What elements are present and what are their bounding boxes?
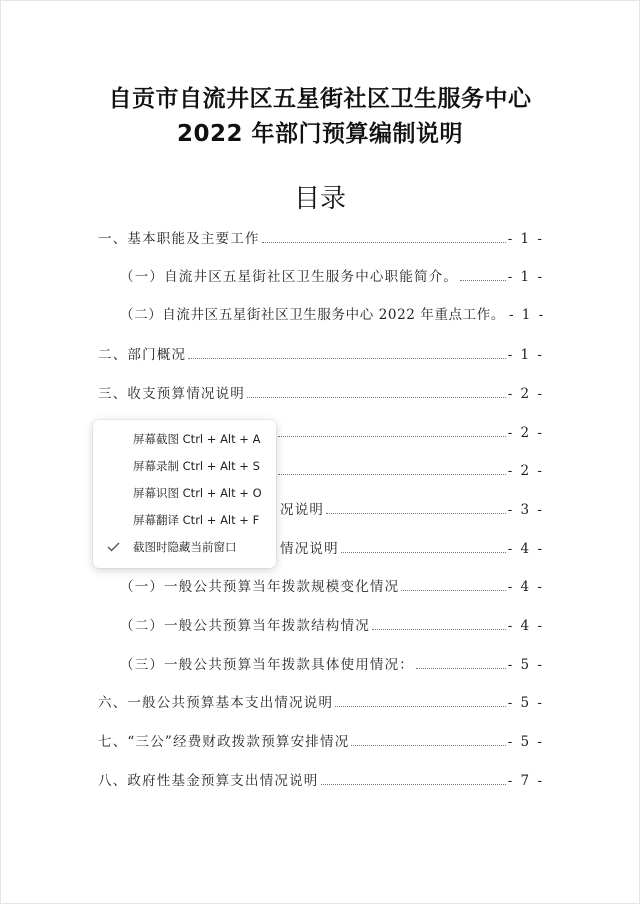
toc-entry-text: （一）自流井区五星街社区卫生服务中心职能简介。 <box>120 269 459 285</box>
toc-entry[interactable] <box>280 499 544 519</box>
toc-entry-page: - 3 - <box>507 502 544 518</box>
menu-item-label: 截图时隐藏当前窗口 <box>133 540 237 554</box>
menu-item-label: 屏幕识图 Ctrl + Alt + O <box>133 486 262 500</box>
menu-item-screen-ocr[interactable] <box>93 480 276 507</box>
toc-entry[interactable] <box>276 460 544 480</box>
toc-leader-dots <box>188 344 506 359</box>
toc-entry[interactable] <box>98 344 544 364</box>
toc-entry[interactable] <box>120 654 544 674</box>
toc-leader-dots <box>372 615 506 630</box>
toc-entry-page: - 5 - <box>507 695 544 711</box>
document-title-line1: 自贡市自流井区五星街社区卫生服务中心 <box>108 86 532 112</box>
toc-entry-text: 七、“三公”经费财政拨款预算安排情况 <box>98 734 350 750</box>
toc-leader-dots <box>278 460 506 475</box>
toc-entry-page: - 2 - <box>507 386 544 402</box>
toc-entry-page: - 4 - <box>507 541 544 557</box>
toc-entry-text: （二）自流井区五星街社区卫生服务中心 2022 年重点工作。 <box>120 307 505 323</box>
checkmark-icon <box>107 542 120 552</box>
toc-entry[interactable] <box>98 770 544 790</box>
document-title-line2: 2022 年部门预算编制说明 <box>176 121 464 147</box>
menu-item-screen-capture[interactable] <box>93 426 276 453</box>
toc-entry-page: - 4 - <box>507 579 544 595</box>
toc-leader-dots <box>321 770 506 785</box>
toc-entry-text: 一、基本职能及主要工作 <box>98 231 260 247</box>
menu-item-label: 屏幕录制 Ctrl + Alt + S <box>133 459 260 473</box>
toc-entry-text: 情况说明 <box>280 541 339 557</box>
toc-leader-dots <box>351 731 505 746</box>
toc-leader-dots <box>335 692 506 707</box>
toc-entry-page: - 5 - <box>507 657 544 673</box>
toc-entry[interactable] <box>280 538 544 558</box>
toc-entry-page: - 4 - <box>507 618 544 634</box>
toc-leader-dots <box>341 538 506 553</box>
toc-entry-text: （三）一般公共预算当年拨款具体使用情况： <box>120 657 414 673</box>
toc-entry[interactable] <box>120 615 544 635</box>
toc-entry[interactable] <box>98 731 544 751</box>
toc-entry[interactable] <box>98 228 544 248</box>
menu-item-screen-translate[interactable] <box>93 507 276 534</box>
toc-leader-dots <box>401 576 505 591</box>
toc-leader-dots <box>262 228 506 243</box>
toc-entry-page: - 2 - <box>507 463 544 479</box>
toc-entry-text: （一）一般公共预算当年拨款规模变化情况 <box>120 579 400 595</box>
toc-leader-dots <box>416 654 506 669</box>
toc-heading: 目录 <box>293 184 346 214</box>
toc-entry[interactable] <box>120 305 544 325</box>
toc-entry-page: - 1 - <box>507 269 544 285</box>
toc-entry-text: 二、部门概况 <box>98 347 187 363</box>
toc-entry-page: - 2 - <box>507 425 544 441</box>
toc-entry-text: 三、收支预算情况说明 <box>98 386 245 402</box>
toc-leader-dots <box>278 422 506 437</box>
toc-entry-page: - 7 - <box>507 773 544 789</box>
toc-entry-text: 况说明 <box>280 502 325 518</box>
toc-entry[interactable] <box>98 692 544 712</box>
toc-entry[interactable] <box>120 266 544 286</box>
toc-entry[interactable] <box>276 422 544 442</box>
toc-entry-text: （二）一般公共预算当年拨款结构情况 <box>120 618 370 634</box>
menu-item-hide-window[interactable] <box>93 534 276 561</box>
toc-entry-text: 八、政府性基金预算支出情况说明 <box>98 773 319 789</box>
toc-entry[interactable] <box>98 383 544 403</box>
menu-item-label: 屏幕截图 Ctrl + Alt + A <box>133 432 261 446</box>
toc-entry-page: - 1 - <box>508 307 546 323</box>
toc-entry-page: - 1 - <box>507 231 544 247</box>
toc-entry-page: - 1 - <box>507 347 544 363</box>
toc-entry-text: 六、一般公共预算基本支出情况说明 <box>98 695 334 711</box>
toc-leader-dots <box>326 499 506 514</box>
toc-entry[interactable] <box>120 576 544 596</box>
toc-leader-dots <box>247 383 506 398</box>
screenshot-context-menu <box>93 420 276 568</box>
toc-leader-dots <box>460 266 506 281</box>
menu-item-label: 屏幕翻译 Ctrl + Alt + F <box>133 513 260 527</box>
menu-item-screen-record[interactable] <box>93 453 276 480</box>
toc-entry-page: - 5 - <box>507 734 544 750</box>
